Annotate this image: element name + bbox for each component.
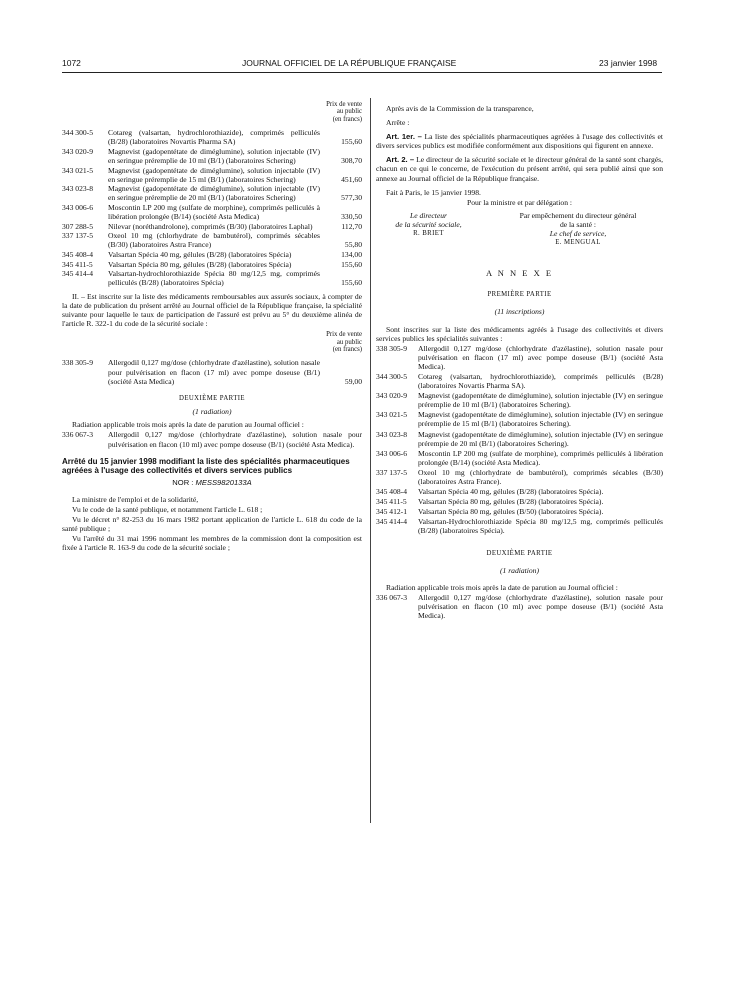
entry-description: Valsartan Spécia 80 mg, gélules (B/28) (laboratoires Spécia).: [418, 497, 604, 507]
list-item: [376, 410, 663, 428]
nor-label: NOR :: [172, 478, 194, 488]
part-subtitle: (11 inscriptions): [494, 307, 545, 317]
cip-code: 336 067-3: [62, 430, 94, 440]
price-head-line: au public: [336, 338, 362, 346]
annex-entries-list: [376, 344, 663, 536]
price-head-line: Prix de vente: [326, 101, 362, 108]
article-text: Le directeur de la sécurité sociale et le directeur général de la santé sont chargés, chacun en ce qui le concerne, de l'exécution du présent arrêté, qui sera publié ainsi que son annexe au Journal officiel de la République française.: [376, 155, 663, 183]
cip-code: 344 300-5: [62, 128, 94, 138]
cip-code: 343 023-8: [376, 429, 408, 439]
signatory-title: de la santé :: [559, 219, 597, 229]
cip-code: 343 023-8: [62, 184, 94, 194]
signatory-name: R. BRIET: [413, 230, 444, 238]
entry-description: Cotareg (valsartan, hydrochlorothiazide), comprimés pelliculés (B/28) (laboratoires Novartis Pharma SA).: [418, 371, 663, 391]
price-head-line: (en francs): [332, 346, 362, 353]
column-divider: [370, 98, 371, 823]
part-title: DEUXIÈME PARTIE: [486, 549, 553, 557]
decree-title: Arrêté du 15 janvier 1998 modifiant la liste des spécialités pharmaceutiques agréées à l'usage des collectivités et divers services publics: [62, 456, 350, 476]
list-item: [62, 269, 362, 287]
entry-description: Magnevist (gadopentétate de diméglumine), solution injectable (IV) en seringue préremplie de 10 ml (B/1) (laboratoires Schering): [108, 146, 320, 165]
issue-date: 23 janvier 1998: [599, 58, 658, 68]
cip-code: 343 020-9: [376, 391, 408, 401]
nor-code: MESS9820133A: [195, 478, 252, 488]
list-item: [62, 166, 362, 184]
left-column: [62, 101, 362, 553]
decree-paragraph: Vu le décret n° 82-253 du 16 mars 1982 portant application de l'article L. 618 du code de la santé publique ;: [62, 514, 362, 533]
signatory-name: E. MENGUAL: [555, 239, 601, 247]
entry-description: Moscontin LP 200 mg (sulfate de morphine), comprimés pelliculés à libération prolongée (B/14) (société Asta Medica).: [418, 448, 663, 467]
list-item: [376, 517, 663, 535]
article-label: Art. 2. –: [386, 155, 415, 165]
list-item: [62, 147, 362, 165]
cip-code: 345 412-1: [376, 507, 408, 517]
article-label: Art. 1er. –: [386, 132, 422, 142]
header-rule: [62, 72, 662, 73]
entry-price: 155,60: [341, 278, 362, 288]
journal-title: JOURNAL OFFICIEL DE LA RÉPUBLIQUE FRANÇAISE: [242, 58, 457, 68]
list-item: [376, 430, 663, 448]
cip-code: 345 411-5: [376, 497, 407, 507]
list-item: [62, 203, 362, 221]
part-subtitle: (1 radiation): [499, 565, 540, 575]
entry-description: Magnevist (gadopentétate de diméglumine), solution injectable (IV) en seringue prérempie de 20 ml (B/1) (laboratoires Schering).: [418, 429, 663, 448]
entry-price: 330,50: [341, 212, 362, 222]
list-item: [376, 497, 663, 506]
cip-code: 344 300-5: [376, 371, 408, 381]
article-1: [376, 132, 663, 150]
list-item: [62, 430, 362, 448]
list-item: [376, 391, 663, 409]
signature-right: [493, 211, 663, 247]
list-item: [376, 372, 663, 390]
cip-code: 338 305-9: [62, 358, 94, 368]
paragraph-ii: II. – Est inscrite sur la liste des médicaments remboursables aux assurés sociaux, à compter de la date de publication du présent arrêté au Journal officiel de la République française, la spécialité suivante pour laquelle le taux de participation de l'assuré est prévu au 5° du deuxième alinéa de l'article R. 322-1 du code de la sécurité sociale :: [62, 291, 362, 329]
cip-code: 337 137-5: [62, 231, 94, 241]
list-item: [62, 358, 362, 385]
list-item: [376, 593, 663, 620]
page-number: 1072: [62, 58, 81, 68]
entry-description: Valsartan-Hydrochlorothiazide Spécia 80 mg/12,5 mg, comprimés pelliculés (B/28) (laboratoires Spécia).: [418, 517, 663, 536]
intro-paragraph: Après avis de la Commission de la transparence,: [386, 104, 534, 113]
signature-date: Fait à Paris, le 15 janvier 1998.: [386, 187, 481, 197]
article-2: [376, 155, 663, 182]
cip-code: 345 408-4: [376, 487, 408, 497]
signature-left: [376, 211, 481, 247]
cip-code: 307 288-5: [62, 221, 94, 231]
cip-code: 345 414-4: [376, 517, 408, 527]
entry-price: 308,70: [341, 156, 362, 165]
entry-description: Allergodil 0,127 mg/dose (chlorhydrate d'azélastine), solution nasale pour pulvérisation en flacon (10 ml) avec pompe doseuse (B/1) (société Asta Medica).: [108, 430, 362, 449]
cip-code: 343 006-6: [376, 448, 408, 458]
entry-description: Valsartan Spécia 80 mg, gélules (B/28) (laboratoires Spécia): [108, 259, 292, 269]
entry-description: Valsartan-hydrochlorothiazide Spécia 80 mg/12,5 mg, comprimés pelliculés (B/28) (laboratoires Spécia): [108, 269, 320, 288]
entry-description: Allergodil 0,127 mg/dose (chlorhydrate d'azélastine), solution nasale pour pulvérisation en flacon (10 ml) avec pompe doseuse (B/1) (société Asta Medica).: [418, 592, 663, 621]
entry-price: 112,70: [341, 221, 362, 231]
list-item: [62, 260, 362, 269]
priced-entries-list: [62, 128, 362, 287]
radiation-paragraph: Radiation applicable trois mois après la date de parution au Journal officiel :: [72, 420, 304, 430]
right-column: [376, 104, 663, 621]
list-item: [376, 468, 663, 486]
entry-description: Valsartan Spécia 80 mg, gélules (B/50) (laboratoires Spécia).: [418, 507, 604, 517]
entry-description: Magnevist (gadopentétate de diméglumine), solution injectable (IV) en seringue préremplie de 20 ml (B/1) (laboratoires Schering): [108, 184, 320, 203]
entry-description: Allergodil 0,127 mg/dose (chlorhydrate d'azélastine), solution nasale pour pulvérisation en flacon (17 ml) avec pompe doseuse (B/1) (société Asta Medica): [108, 358, 320, 386]
decree-paragraph: Vu le code de la santé publique, et notamment l'article L. 618 ;: [72, 504, 263, 514]
entry-price: 577,30: [341, 193, 362, 203]
annex-title: A N N E X E: [485, 268, 554, 279]
cip-code: 338 305-9: [376, 343, 408, 353]
entry-description: Valsartan Spécia 40 mg, gélules (B/28) (laboratoires Spécia): [108, 249, 292, 259]
entry-description: Magnevist (gadopentétate de diméglumine), solution injectable (IV) en seringue préremplie de 15 ml (B/1) (laboratoires Schering).: [418, 410, 663, 429]
cip-code: 337 137-5: [376, 467, 408, 477]
entry-description: Cotareg (valsartan, hydrochlorothiazide), comprimés pelliculés (B/28) (laboratoires Novartis Pharma SA): [108, 128, 320, 147]
entry-description: Valsartan Spécia 40 mg, gélules (B/28) (laboratoires Spécia).: [418, 487, 604, 497]
cip-code: 345 408-4: [62, 249, 94, 259]
signatory-title: Le directeur: [409, 210, 448, 220]
entry-price: 59,00: [344, 376, 362, 386]
article-text: La liste des spécialités pharmaceutiques agréées à l'usage des collectivités et divers services publics est modifiée conformément aux dispositions qui figurent en annexe.: [376, 132, 663, 151]
entry-description: Nilevar (noréthandrolone), comprimés (B/30) (laboratoires Laphal): [108, 221, 313, 231]
entry-price: 451,60: [341, 174, 362, 184]
list-item: [376, 507, 663, 516]
list-item: [62, 250, 362, 259]
price-head-line: Prix de vente: [326, 331, 362, 339]
part-title: DEUXIÈME PARTIE: [179, 395, 245, 403]
nor-reference: [62, 478, 362, 487]
inscription-paragraph: Sont inscrites sur la liste des médicaments agréés à l'usage des collectivités et divers services publics les spécialités suivantes :: [376, 324, 663, 343]
entry-price: 155,60: [341, 137, 362, 147]
signatures: [376, 211, 663, 247]
part-title: PREMIÈRE PARTIE: [487, 291, 552, 299]
cip-code: 343 020-9: [62, 146, 94, 156]
arrete-line: Arrête :: [386, 118, 410, 128]
part-subtitle: (1 radiation): [192, 407, 232, 417]
list-item: [376, 487, 663, 496]
cip-code: 345 411-5: [62, 259, 93, 269]
price-head-line: (en francs): [332, 115, 362, 123]
entry-description: Allergodil 0,127 mg/dose (chlorhydrate d'azélastine), solution nasale pour pulvérisation en flacon (17 ml) avec pompe doseuse (B/1) (société Asta Medica).: [418, 343, 663, 371]
radiation-paragraph: Radiation applicable trois mois après la date de parution au Journal officiel :: [386, 582, 618, 592]
entry-price: 155,60: [341, 259, 362, 269]
cip-code: 336 067-3: [376, 592, 408, 602]
list-item: [376, 449, 663, 467]
price-column-header: [302, 101, 362, 123]
signatory-title: Par empêchement du directeur général: [519, 210, 637, 220]
list-item: [62, 184, 362, 202]
list-item: [376, 344, 663, 371]
signatory-title: Le chef de service,: [549, 229, 607, 239]
entry-description: Magnevist (gadopentétate de diméglumine), solution injectable (IV) en seringue préremplie de 15 ml (B/1) (laboratoires Schering): [108, 165, 320, 184]
entry-price: 134,00: [341, 249, 362, 259]
signatory-title: de la sécurité sociale,: [395, 219, 462, 229]
delegation-line: Pour la ministre et par délégation :: [466, 197, 573, 207]
cip-code: 343 006-6: [62, 202, 94, 212]
list-item: [62, 222, 362, 231]
price-head-line: au public: [336, 108, 362, 116]
list-item: [62, 231, 362, 249]
cip-code: 343 021-5: [62, 165, 94, 175]
list-item: [62, 128, 362, 146]
decree-paragraph: Vu l'arrêté du 31 mai 1996 nommant les membres de la commission dont la composition est fixée à l'article R. 163-9 du code de la sécurité sociale ;: [62, 533, 362, 553]
decree-paragraph: La ministre de l'emploi et de la solidarité,: [72, 494, 199, 504]
entry-price: 55,80: [344, 240, 362, 250]
price-column-header-2: [302, 331, 362, 353]
cip-code: 343 021-5: [376, 410, 408, 420]
entry-description: Magnevist (gadopentétate de diméglumine), solution injectable (IV) en seringue préremplie de 10 ml (B/1) (laboratoires Schering).: [418, 391, 663, 410]
cip-code: 345 414-4: [62, 269, 94, 279]
entry-description: Oxeol 10 mg (chlorhydrate de bambutérol), comprimés sécables (B/30) (laboratoires Astra France).: [418, 467, 663, 486]
entry-description: Moscontin LP 200 mg (sulfate de morphine), comprimés pelliculés à libération prolongée (B/14) (société Asta Medica): [108, 202, 320, 222]
entry-description: Oxeol 10 mg (chlorhydrate de bambutérol), comprimés sécables (B/30) (laboratoires Astra France): [108, 231, 320, 250]
